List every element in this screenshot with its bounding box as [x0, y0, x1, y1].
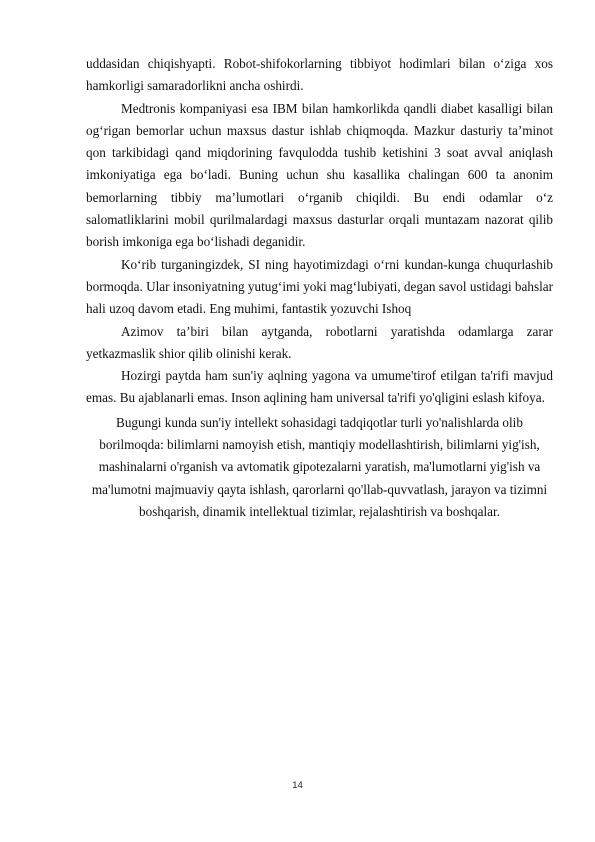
paragraph-si-role: Ko‘rib turganingizdek, SI ning hayotimizdagi o‘rni kundan-kunga chuqurlashib bormoqda. Ular insoniyatning yutug‘imi yoki mag‘lubiyati, degan savol ustidagi bahslar hali uzoq davom etadi. Eng muhimi, fantastik yozuvchi Ishoq: [86, 256, 553, 317]
body-text: [86, 53, 553, 523]
paragraph-medtronic: Medtronis kompaniyasi esa IBM bilan hamkorlikda qandli diabet kasalligi bilan og‘rigan bemorlar uchun maxsus dastur ishlab chiqmoqda. Mazkur dasturiy ta’minot qon tarkibidagi qand miqdorining favqulodda tushib ketishini 3 soat avval aniqlash imkoniyatiga ega bo‘ladi. Buning uchun shu kasallika chalingan 600 ta anonim bemorlarning tibbiy ma’lumotlari o‘rganib chiqildi. Bu endi odamlar o‘z salomatliklarini mobil qurilmalardagi maxsus dasturlar orqali muntazam nazorat qilib borish imkoniga ega bo‘lishadi deganidir.: [86, 100, 553, 250]
page-number: 14: [292, 780, 303, 791]
paragraph-continuation: uddasidan chiqishyapti. Robot-shifokorlarning tibbiyot hodimlari bilan o‘ziga xos hamkorligi samaradorlikni ancha oshirdi.: [86, 56, 553, 94]
paragraph-azimov: Azimov ta’biri bilan aytganda, robotlarni yaratishda odamlarga zarar yetkazmaslik shior qilib olinishi kerak.: [86, 323, 553, 361]
paragraph-ai-definition: Hozirgi paytda ham sun'iy aqlning yagona va umume'tirof etilgan ta'rifi mavjud emas. Bu ajablanarli emas. Inson aqlining ham universal ta'rifi yo'qligini eslash kifoya.: [86, 368, 553, 406]
paragraph-research-directions: Bugungi kunda sun'iy intellekt sohasidagi tadqiqotlar turli yo'nalishlarda olib borilmoqda: bilimlarni namoyish etish, mantiqiy modellashtirish, bilimlarni yig'ish, mashinalarni o'rganish va avtomatik gipotezalarni yaratish, ma'lumotlarni yig'ish va ma'lumotni majmuaviy qayta ishlash, qarorlarni qo'llab-quvvatlash, jarayon va tizimni boshqarish, dinamik intellektual tizimlar, rejalashtirish va boshqalar.: [91, 414, 548, 519]
